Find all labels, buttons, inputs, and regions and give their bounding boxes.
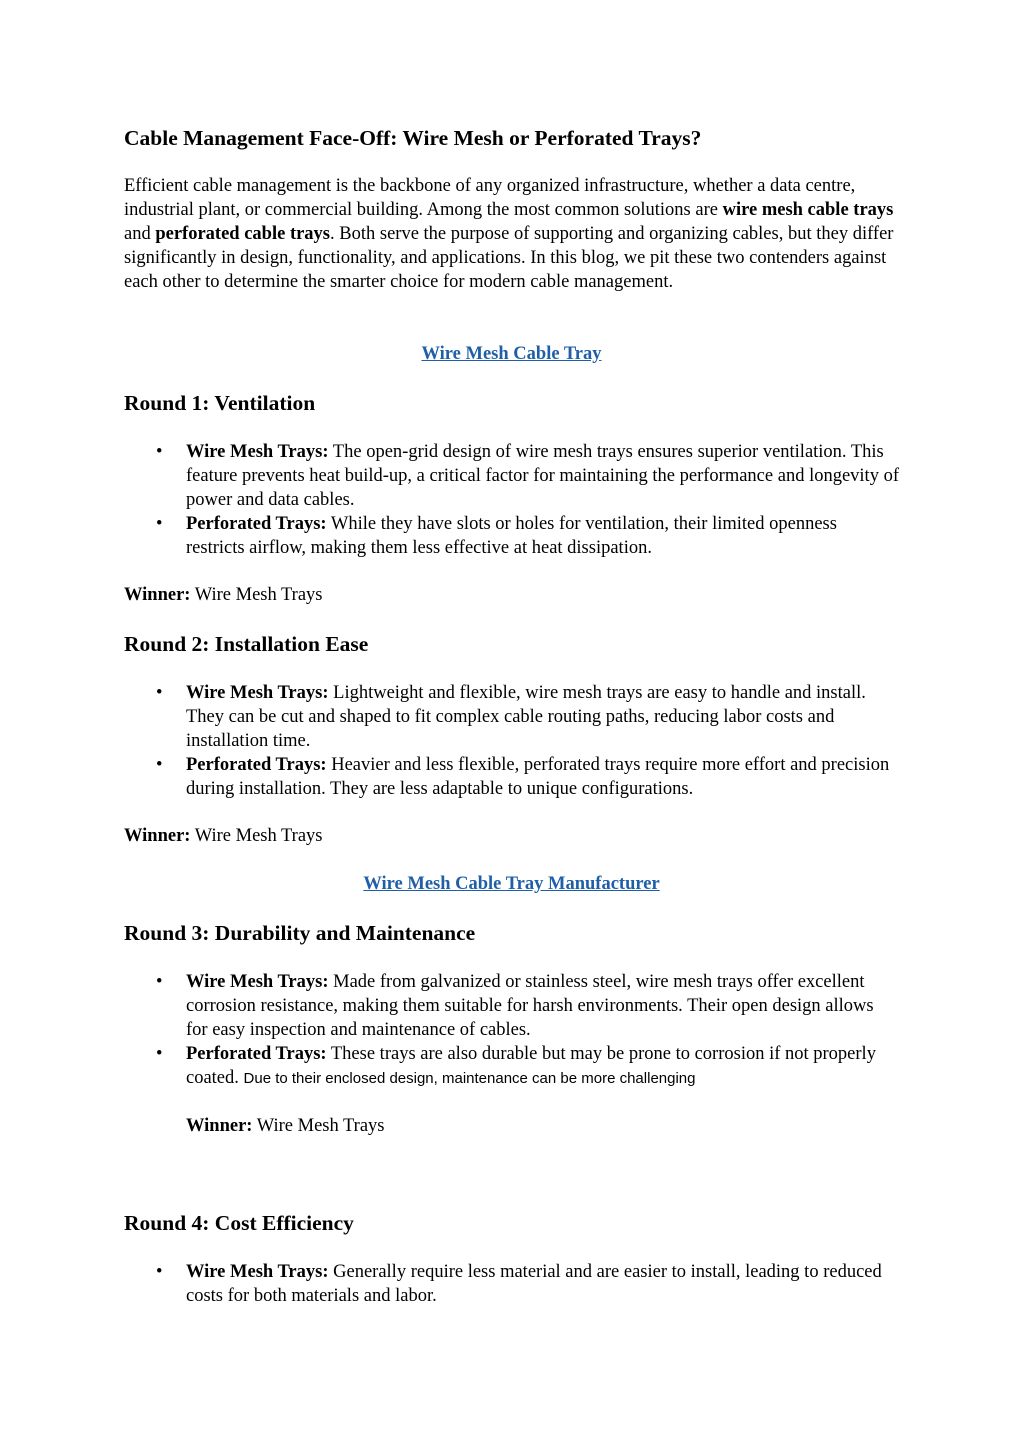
- list-item: [124, 1042, 899, 1091]
- list-item: [124, 1260, 899, 1308]
- round-2-title: Round 2: Installation Ease: [124, 632, 369, 656]
- link-row-1: [124, 342, 899, 366]
- item-text-tail: Due to their enclosed design, maintenance can be more challenging: [243, 1070, 696, 1087]
- wire-mesh-cable-tray-manufacturer-link[interactable]: Wire Mesh Cable Tray Manufacturer: [363, 874, 660, 894]
- item-label: Perforated Trays:: [186, 514, 327, 534]
- round-1-winner: [124, 583, 323, 607]
- item-label: Wire Mesh Trays:: [186, 442, 329, 462]
- round-3-list: [124, 970, 899, 1091]
- item-text: Made from galvanized or stainless steel, wire mesh trays offer excellent corrosion resistance, making them suitable for harsh environments. Their open design allows for easy inspection and maintenance of cables.: [186, 972, 874, 1040]
- round-4-list: [124, 1260, 899, 1308]
- round-3-title: Round 3: Durability and Maintenance: [124, 921, 476, 945]
- winner-value: Wire Mesh Trays: [190, 585, 323, 605]
- round-1-title: Round 1: Ventilation: [124, 391, 316, 415]
- list-item: [124, 753, 899, 801]
- item-label: Perforated Trays:: [186, 1044, 327, 1064]
- item-text: Heavier and less flexible, perforated trays require more effort and precision during installation. They are less adaptable to unique configurations.: [186, 755, 890, 799]
- list-item: [124, 681, 899, 753]
- link-row-2: [124, 872, 899, 896]
- wire-mesh-cable-tray-link[interactable]: Wire Mesh Cable Tray: [421, 344, 602, 364]
- list-item: [124, 440, 899, 512]
- item-text: The open-grid design of wire mesh trays ensures superior ventilation. This feature prevents heat build-up, a critical factor for maintaining the performance and longevity of power and data cables.: [186, 442, 899, 510]
- round-2-list: [124, 681, 899, 801]
- round-4-title: Round 4: Cost Efficiency: [124, 1211, 354, 1235]
- item-text: While they have slots or holes for ventilation, their limited openness restricts airflow, making them less effective at heat dissipation.: [186, 514, 837, 558]
- item-label: Perforated Trays:: [186, 755, 327, 775]
- item-label: Wire Mesh Trays:: [186, 683, 329, 703]
- winner-label: Winner:: [124, 826, 191, 846]
- round-2-winner: [124, 824, 323, 848]
- item-label: Wire Mesh Trays:: [186, 1262, 329, 1282]
- item-text: Lightweight and flexible, wire mesh trays are easy to handle and install. They can be cut and shaped to fit complex cable routing paths, reducing labor costs and installation time.: [186, 683, 866, 751]
- intro-bold-wire-mesh: wire mesh cable trays: [722, 200, 894, 220]
- intro-text-3: . Both serve the purpose of supporting and organizing cables, but they differ significantly in design, functionality, and applications. In this blog, we pit these two contenders against each other to determine the smarter choice for modern cable management.: [124, 224, 894, 292]
- list-item: [124, 512, 899, 560]
- intro-text-2: and: [124, 224, 156, 244]
- winner-value: Wire Mesh Trays: [190, 826, 323, 846]
- item-text: Generally require less material and are easier to install, leading to reduced costs for both materials and labor.: [186, 1262, 882, 1306]
- round-3-winner: [186, 1114, 385, 1138]
- intro-text-1: Efficient cable management is the backbone of any organized infrastructure, whether a data centre, industrial plant, or commercial building. Among the most common solutions are: [124, 176, 856, 220]
- winner-label: Winner:: [124, 585, 191, 605]
- intro-paragraph: [124, 174, 899, 294]
- intro-bold-perforated: perforated cable trays: [155, 224, 331, 244]
- round-1-list: [124, 440, 899, 560]
- item-text: These trays are also durable but may be prone to corrosion if not properly coated.: [186, 1044, 876, 1088]
- winner-value: Wire Mesh Trays: [252, 1116, 385, 1136]
- list-item: [124, 970, 899, 1042]
- page-title: Cable Management Face-Off: Wire Mesh or Perforated Trays?: [124, 126, 702, 150]
- winner-label: Winner:: [186, 1116, 253, 1136]
- item-label: Wire Mesh Trays:: [186, 972, 329, 992]
